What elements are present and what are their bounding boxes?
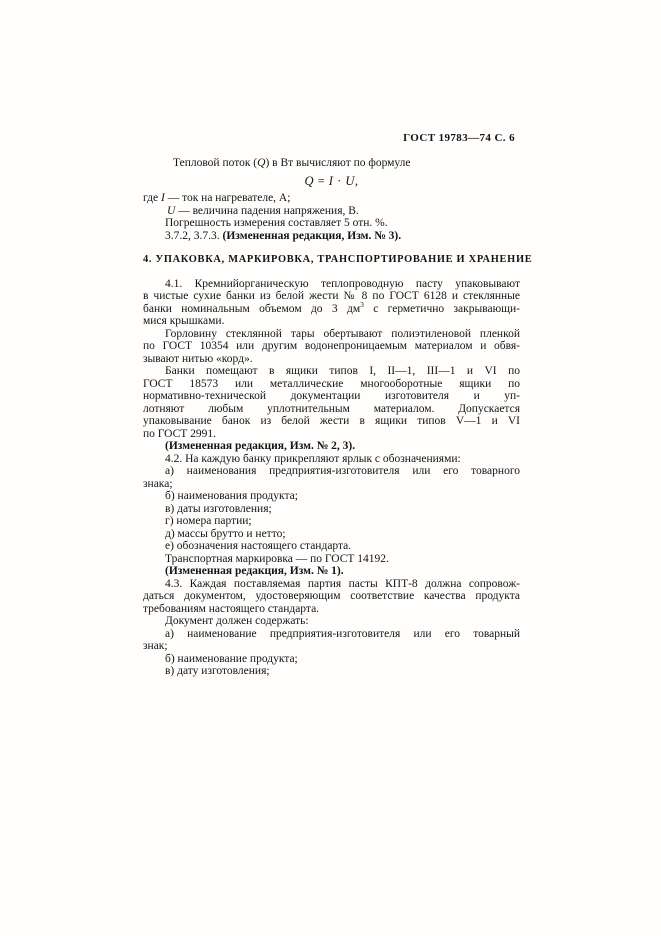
text-line (143, 217, 520, 230)
text-run: U (167, 204, 176, 217)
text-run: I (328, 173, 334, 188)
text-run: в чистые сухие банки из белой жести № 8 по ГОСТ 6128 и стеклянные (143, 290, 520, 302)
text-line (143, 453, 520, 466)
text-run: б) наименования продукта; (165, 490, 298, 502)
text-run: 3.7.2, 3.7.3. (165, 229, 223, 242)
text-run: лотняют любым уплотнительным материалом. Допускается (143, 402, 520, 415)
text-run: знака; (143, 477, 173, 490)
text-run: е) обозначения настоящего стандарта. (165, 540, 352, 552)
text-line (143, 428, 520, 441)
text-run: 4. УПАКОВКА, МАРКИРОВКА, ТРАНСПОРТИРОВАНИЕ И ХРАНЕНИЕ (143, 254, 533, 265)
text-line (143, 290, 520, 303)
text-run: 4.1. Кремнийорганическую теплопроводную пасту упаковывают (165, 277, 520, 290)
text-line (143, 590, 520, 603)
text-run: Погрешность измерения составляет 5 отн. %. (165, 217, 388, 229)
text-line (143, 640, 520, 653)
text-run: знак; (143, 640, 168, 652)
text-line (143, 478, 520, 491)
text-line (143, 603, 520, 616)
text-run: с герметично закрывающи- (363, 302, 521, 315)
text-line (143, 440, 520, 453)
text-run: U (345, 173, 355, 188)
text-run: по ГОСТ 2991. (143, 427, 217, 440)
text-run: зывают нитью «корд». (143, 352, 253, 365)
text-line (143, 403, 520, 416)
text-run: 4.3. Каждая поставляемая партия пасты КПТ-8 должна сопровож- (165, 577, 520, 590)
text-run: д) массы брутто и нетто; (165, 527, 286, 540)
text-line (143, 665, 520, 678)
text-run: Документ должен содержать: (165, 615, 309, 627)
text-line (143, 653, 520, 666)
text-run: Q (257, 157, 266, 169)
formula (143, 175, 520, 188)
text-line (143, 299, 521, 316)
text-line (143, 553, 520, 566)
text-run: · (333, 173, 346, 188)
section-heading (143, 254, 533, 267)
text-run: (Измененная редакция, Изм. № 1). (165, 565, 344, 577)
text-run: в) даты изготовления; (165, 502, 272, 515)
text-line (143, 515, 520, 528)
text-line (143, 315, 520, 328)
text-run: — величина падения напряжения, В. (175, 204, 359, 217)
text-run: — ток на нагревателе, А; (164, 192, 291, 204)
text-run: Q (304, 173, 314, 188)
text-line (143, 365, 520, 378)
text-line (143, 628, 520, 641)
text-line (143, 415, 520, 428)
text-line (143, 578, 520, 591)
text-line (143, 540, 520, 553)
text-run: а) наименование предприятия-изготовителя или его товарный (165, 627, 520, 640)
text-run: Горловину стеклянной тары обертывают полиэтиленовой пленкой (165, 327, 520, 340)
text-run: г) номера партии; (165, 515, 252, 527)
text-line (143, 615, 520, 628)
text-line (143, 230, 520, 243)
text-run: 3 (360, 299, 364, 309)
document-body (143, 157, 533, 678)
text-run: а) наименования предприятия-изготовителя или его товарного (165, 465, 520, 477)
text-run: в) дату изготовления; (165, 665, 270, 677)
text-line (143, 192, 520, 205)
text-run: ) в Вт вычисляют по формуле (265, 157, 411, 169)
text-line (143, 328, 520, 341)
text-run: Транспортная маркировка — по ГОСТ 14192. (165, 552, 389, 565)
text-run: требованиям настоящего стандарта. (143, 602, 320, 615)
text-run: даться документом, удостоверяющим соответствие качества продукта (143, 590, 520, 602)
text-line (143, 340, 520, 353)
text-line (143, 390, 520, 403)
text-line (143, 565, 520, 578)
text-line (143, 353, 520, 366)
text-run: по ГОСТ 10354 или другим водонепроницаемым материалом и обвя- (143, 340, 520, 352)
text-run: где (143, 192, 161, 204)
text-run: банки номинальным объемом до 3 дм (143, 302, 361, 315)
text-run: (Измененная редакция, Изм. № 2, 3). (165, 440, 356, 452)
text-run: упаковывание банок из белой жести в ящики типов V—1 и VI (143, 415, 520, 427)
text-line (143, 278, 520, 291)
text-run: , (354, 173, 359, 188)
text-run: нормативно-технической документации изготовителя и уп- (143, 390, 520, 402)
text-run: Тепловой поток ( (173, 157, 258, 169)
text-run: Банки помещают в ящики типов I, II—1, III—1 и VI по (165, 365, 520, 377)
text-run: б) наименование продукта; (165, 652, 298, 665)
text-line (143, 490, 520, 503)
text-line (143, 503, 520, 516)
text-run: ГОСТ 18573 или металлические многооборотные ящики по (143, 377, 520, 390)
text-line (143, 528, 520, 541)
text-run: (Измененная редакция, Изм. № 3). (222, 229, 402, 242)
text-line (143, 465, 520, 478)
text-run: мися крышками. (143, 315, 225, 327)
text-run: I (160, 192, 165, 204)
page-header-gost-number: ГОСТ 19783—74 С. 6 (403, 132, 515, 144)
text-run: 4.2. На каждую банку прикрепляют ярлык с обозначениями: (165, 452, 461, 465)
text-run: = (313, 173, 329, 188)
text-line (143, 378, 520, 391)
text-line (143, 157, 520, 170)
text-line (143, 205, 520, 218)
